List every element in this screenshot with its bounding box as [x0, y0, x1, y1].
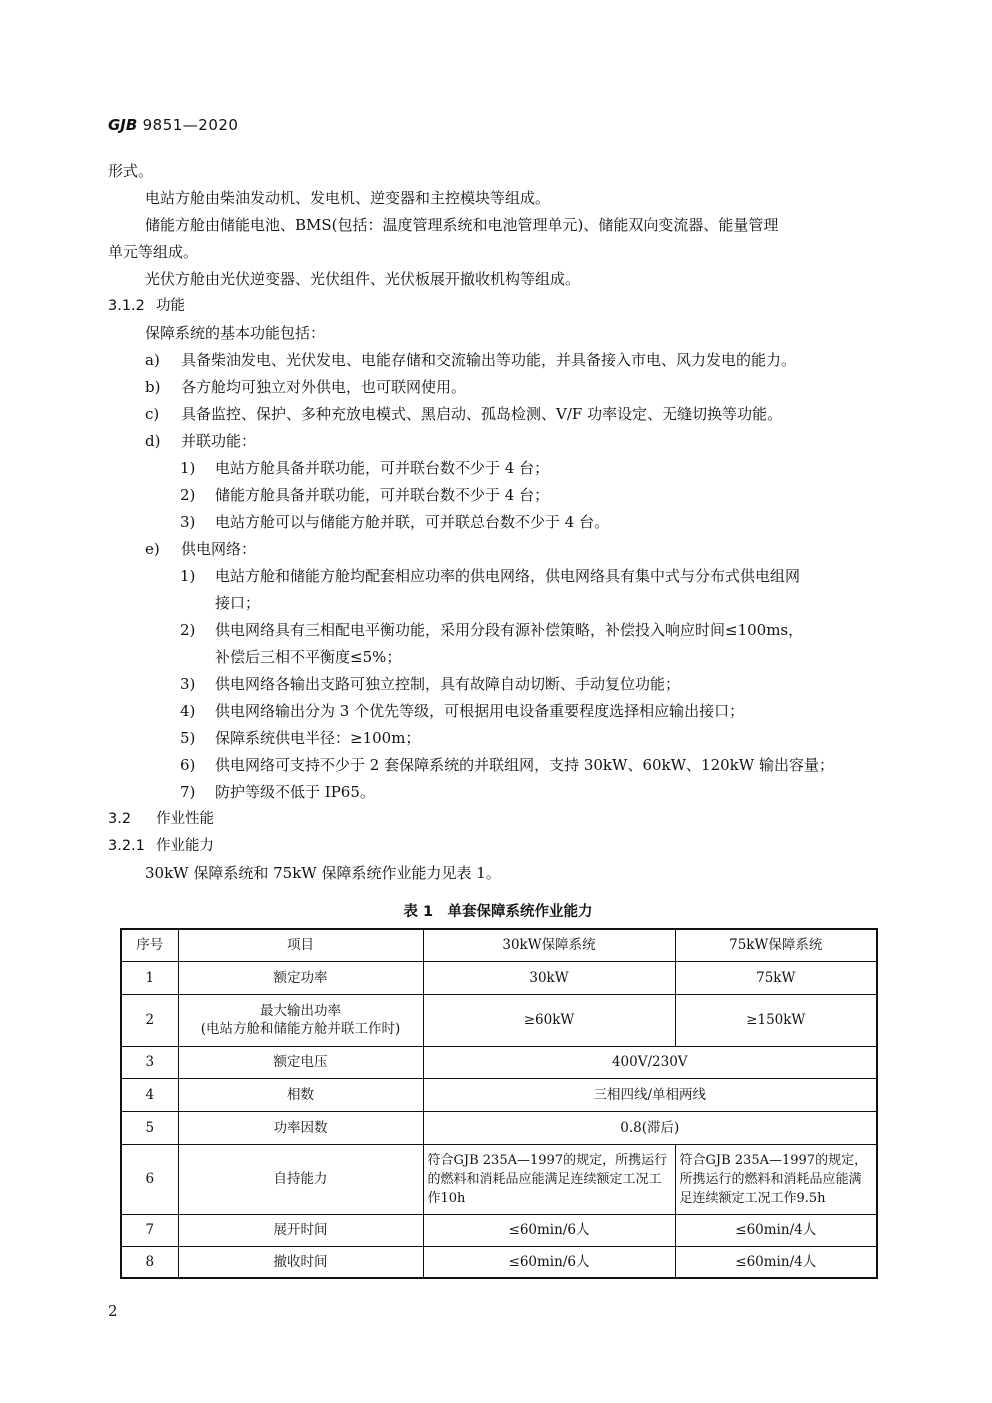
- value-30kw: ≤60min/6人: [423, 1214, 675, 1246]
- row-number: 8: [121, 1246, 178, 1278]
- sub-list-marker: 3): [180, 675, 196, 693]
- row-item: 展开时间: [178, 1214, 423, 1246]
- sub-list-marker: 1): [180, 567, 196, 585]
- row-item-line: 最大输出功率: [260, 1003, 341, 1019]
- list-item: [108, 428, 892, 455]
- row-item: 自持能力: [178, 1144, 423, 1214]
- sub-list-item: [108, 752, 892, 779]
- section-title: 功能: [156, 298, 185, 314]
- value-75kw: ≤60min/4人: [675, 1214, 877, 1246]
- sub-list-marker: 1): [180, 459, 196, 477]
- section-number: 3.2.1: [108, 838, 145, 854]
- row-number: 1: [121, 961, 178, 994]
- list-item: [108, 536, 892, 563]
- column-header: 75kW保障系统: [675, 929, 877, 961]
- capability-table: [120, 928, 878, 1279]
- row-number: 2: [121, 994, 178, 1046]
- sub-list-item: [108, 698, 892, 725]
- paragraph-continuation: 单元等组成。: [108, 243, 199, 261]
- sub-list-text: 电站方舱可以与储能方舱并联，可并联总台数不少于 4 台。: [215, 513, 610, 531]
- sub-list-item: [108, 509, 892, 536]
- merged-value: 三相四线/单相两线: [423, 1078, 877, 1111]
- list-item: [108, 374, 892, 401]
- sub-list-marker: 2): [180, 621, 196, 639]
- sub-list-text: 储能方舱具备并联功能，可并联台数不少于 4 台；: [215, 486, 550, 504]
- section-title: 作业性能: [156, 811, 214, 827]
- paragraph: 形式。: [108, 162, 154, 180]
- row-number: 5: [121, 1111, 178, 1144]
- paragraph: 光伏方舱由光伏逆变器、光伏组件、光伏板展开撤收机构等组成。: [145, 270, 581, 288]
- paragraph: 电站方舱由柴油发动机、发电机、逆变器和主控模块等组成。: [145, 189, 551, 207]
- sub-list-text: 保障系统供电半径：≥100m；: [215, 729, 421, 747]
- sub-list-item: [108, 482, 892, 509]
- sub-list-continuation: 接口；: [215, 594, 261, 612]
- table-row: [121, 1246, 877, 1278]
- page-number: 2: [108, 1302, 118, 1320]
- list-item-text: 并联功能：: [181, 432, 257, 450]
- sub-list-text: 电站方舱具备并联功能，可并联台数不少于 4 台；: [215, 459, 550, 477]
- table-row: [121, 994, 877, 1046]
- section-intro: 保障系统的基本功能包括：: [145, 324, 326, 342]
- column-header: 项目: [178, 929, 423, 961]
- sub-list-text: 电站方舱和储能方舱均配套相应功率的供电网络，供电网络具有集中式与分布式供电组网: [215, 567, 801, 585]
- section-intro: 30kW 保障系统和 75kW 保障系统作业能力见表 1。: [145, 864, 501, 882]
- sub-list-item: [108, 563, 892, 590]
- value-75kw: 符合GJB 235A—1997的规定，所携运行的燃料和消耗品应能满足连续额定工况工作9.5h: [675, 1144, 877, 1214]
- value-75kw: ≥150kW: [675, 994, 877, 1046]
- sub-list-marker: 7): [180, 783, 196, 801]
- row-item: 相数: [178, 1078, 423, 1111]
- sub-list-continuation: 补偿后三相不平衡度≤5%；: [215, 648, 402, 666]
- sub-list-marker: 4): [180, 702, 196, 720]
- table-row: [121, 1046, 877, 1078]
- list-marker: a): [145, 351, 160, 369]
- list-item-text: 具备柴油发电、光伏发电、电能存储和交流输出等功能，并具备接入市电、风力发电的能力。: [181, 351, 797, 369]
- value-75kw: ≤60min/4人: [675, 1246, 877, 1278]
- paragraph: 储能方舱由储能电池、BMS(包括：温度管理系统和电池管理单元)、储能双向变流器、能量管理: [145, 216, 779, 234]
- row-item: 功率因数: [178, 1111, 423, 1144]
- table-row: [121, 1111, 877, 1144]
- table-row: [121, 1144, 877, 1214]
- sub-list-item: [108, 671, 892, 698]
- standard-number: 9851—2020: [142, 116, 239, 134]
- merged-value: 0.8(滞后): [423, 1111, 877, 1144]
- list-item-text: 各方舱均可独立对外供电，也可联网使用。: [181, 378, 467, 396]
- sub-list-item: [108, 617, 892, 644]
- row-number: 6: [121, 1144, 178, 1214]
- table-row: [121, 1078, 877, 1111]
- sub-list-marker: 2): [180, 486, 196, 504]
- section-heading-3-2: [108, 806, 892, 833]
- sub-list-marker: 3): [180, 513, 196, 531]
- row-number: 7: [121, 1214, 178, 1246]
- section-heading-3-2-1: [108, 833, 892, 860]
- section-heading-3-1-2: [108, 293, 892, 320]
- table-caption: 表 1 单套保障系统作业能力: [403, 904, 593, 920]
- row-item: 额定功率: [178, 961, 423, 994]
- page-header: [108, 116, 238, 134]
- row-item: 撤收时间: [178, 1246, 423, 1278]
- sub-list-text: 供电网络具有三相配电平衡功能，采用分段有源补偿策略，补偿投入响应时间≤100ms，: [215, 621, 804, 639]
- row-number: 4: [121, 1078, 178, 1111]
- section-number: 3.1.2: [108, 298, 145, 314]
- body-text: [108, 158, 892, 887]
- value-30kw: 符合GJB 235A—1997的规定，所携运行的燃料和消耗品应能满足连续额定工况工作10h: [423, 1144, 675, 1214]
- list-marker: d): [145, 432, 161, 450]
- list-item: [108, 401, 892, 428]
- column-header: 序号: [121, 929, 178, 961]
- list-marker: c): [145, 405, 160, 423]
- row-number: 3: [121, 1046, 178, 1078]
- table-row: [121, 961, 877, 994]
- table-row: [121, 1214, 877, 1246]
- sub-list-marker: 5): [180, 729, 196, 747]
- list-item-text: 供电网络：: [181, 540, 257, 558]
- value-30kw: 30kW: [423, 961, 675, 994]
- sub-list-item: [108, 779, 892, 806]
- sub-list-text: 防护等级不低于 IP65。: [215, 783, 375, 801]
- row-item: [178, 994, 423, 1046]
- table-header-row: [121, 929, 877, 961]
- list-marker: e): [145, 540, 160, 558]
- list-item: [108, 347, 892, 374]
- sub-list-item: [108, 455, 892, 482]
- merged-value: 400V/230V: [423, 1046, 877, 1078]
- list-item-text: 具备监控、保护、多种充放电模式、黑启动、孤岛检测、V/F 功率设定、无缝切换等功能。: [181, 405, 783, 423]
- value-30kw: ≥60kW: [423, 994, 675, 1046]
- value-30kw: ≤60min/6人: [423, 1246, 675, 1278]
- list-marker: b): [145, 378, 161, 396]
- row-item-note: (电站方舱和储能方舱并联工作时): [200, 1021, 401, 1037]
- column-header: 30kW保障系统: [423, 929, 675, 961]
- row-item: 额定电压: [178, 1046, 423, 1078]
- sub-list-text: 供电网络可支持不少于 2 套保障系统的并联组网，支持 30kW、60kW、120kW 输出容量；: [215, 756, 834, 774]
- sub-list-text: 供电网络输出分为 3 个优先等级，可根据用电设备重要程度选择相应输出接口；: [215, 702, 745, 720]
- sub-list-item: [108, 725, 892, 752]
- standard-prefix: GJB: [108, 116, 138, 134]
- value-75kw: 75kW: [675, 961, 877, 994]
- section-number: 3.2: [108, 811, 132, 827]
- sub-list-marker: 6): [180, 756, 196, 774]
- sub-list-text: 供电网络各输出支路可独立控制，具有故障自动切断、手动复位功能；: [215, 675, 681, 693]
- section-title: 作业能力: [156, 838, 214, 854]
